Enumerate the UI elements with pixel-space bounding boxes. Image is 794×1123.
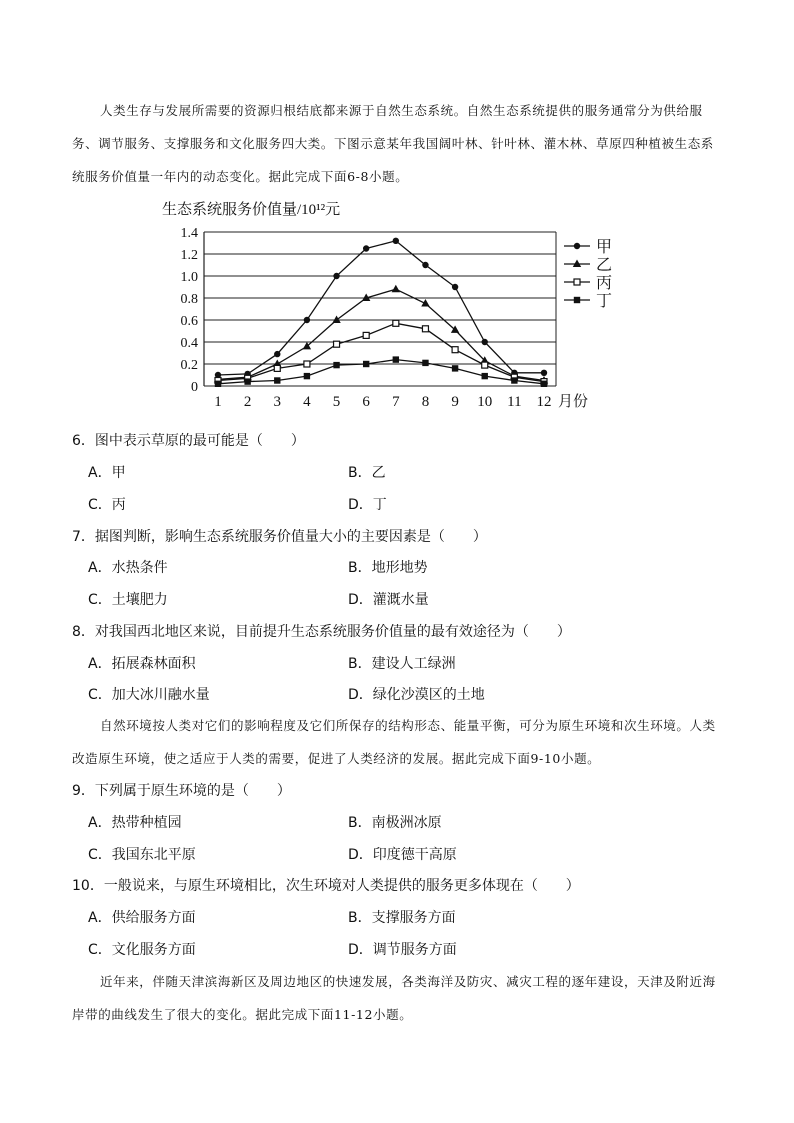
ecosystem-value-chart: [150, 196, 630, 416]
y-tick-label: 0.4: [180, 336, 198, 351]
q7-option-a[interactable]: A．水热条件: [88, 560, 168, 576]
y-tick-label: 1.4: [180, 226, 198, 241]
data-point-series-1: [333, 273, 339, 279]
data-point-series-1: [304, 317, 310, 323]
q10-option-a[interactable]: A．供给服务方面: [88, 910, 196, 926]
q7-option-c[interactable]: C．土壤肥力: [88, 592, 168, 608]
data-point-series-4: [393, 356, 399, 362]
x-tick-label: 8: [421, 394, 430, 410]
data-point-series-3: [452, 347, 458, 353]
q8-option-b[interactable]: B．建设人工绿洲: [348, 656, 456, 672]
q9-option-a[interactable]: A．热带种植园: [88, 815, 182, 831]
y-tick-label: 0.8: [180, 292, 198, 307]
data-point-series-4: [304, 373, 310, 379]
q6-option-d[interactable]: D．丁: [348, 497, 387, 513]
data-point-series-1: [363, 245, 369, 251]
data-point-series-1: [541, 370, 547, 376]
y-tick-label: 0: [191, 380, 198, 395]
q7-option-d[interactable]: D．灌溉水量: [348, 592, 429, 608]
data-point-series-3: [363, 332, 369, 338]
q6-option-c[interactable]: C．丙: [88, 497, 126, 513]
legend-label-1: 甲: [596, 239, 613, 256]
data-point-series-1: [422, 262, 428, 268]
data-point-series-4: [274, 377, 280, 383]
q9-option-d[interactable]: D．印度德干高原: [348, 847, 457, 863]
question-8: 8．对我国西北地区来说，目前提升生态系统服务价值量的最有效途径为（ ）: [72, 624, 571, 640]
x-tick-label: 9: [451, 394, 459, 410]
data-point-series-4: [541, 381, 547, 387]
legend-marker-1: [574, 243, 580, 249]
q10-option-d[interactable]: D．调节服务方面: [348, 942, 457, 958]
y-tick-label: 1.2: [180, 248, 198, 263]
passage-1: [72, 94, 722, 193]
q8-option-c[interactable]: C．加大冰川融水量: [88, 687, 210, 703]
data-point-series-4: [215, 381, 221, 387]
data-point-series-3: [304, 361, 310, 367]
data-point-series-3: [274, 365, 280, 371]
x-tick-label: 1: [214, 394, 222, 410]
data-point-series-4: [511, 377, 517, 383]
passage-2: [72, 709, 722, 775]
legend-marker-4: [574, 297, 580, 303]
legend-label-4: 丁: [596, 293, 613, 310]
x-tick-label: 5: [332, 394, 341, 410]
chart-title: 生态系统服务价值量/10¹²元: [162, 202, 341, 218]
question-7: 7．据图判断，影响生态系统服务价值量大小的主要因素是（ ）: [72, 529, 487, 545]
q10-option-b[interactable]: B．支撑服务方面: [348, 910, 456, 926]
question-10: 10．一般说来，与原生环境相比，次生环境对人类提供的服务更多体现在（ ）: [72, 878, 580, 894]
passage-3: [72, 965, 722, 1031]
legend-marker-3: [574, 279, 580, 285]
x-tick-label: 7: [392, 394, 400, 410]
series-line-2: [218, 289, 544, 380]
x-tick-label: 12: [536, 394, 552, 410]
data-point-series-4: [482, 373, 488, 379]
data-point-series-4: [244, 378, 250, 384]
question-6: 6．图中表示草原的最可能是（ ）: [72, 433, 305, 449]
q8-option-d[interactable]: D．绿化沙漠区的土地: [348, 687, 485, 703]
passage-2-text: 自然环境按人类对它们的影响程度及它们所保存的结构形态、能量平衡，可分为原生环境和次生环境。人类改造原生环境，使之适应于人类的需要，促进了人类经济的发展。据此完成下面9-10小题。: [72, 718, 716, 766]
data-point-series-3: [393, 320, 399, 326]
x-tick-label: 3: [273, 394, 282, 410]
legend-label-3: 丙: [596, 275, 613, 292]
q9-option-b[interactable]: B．南极洲冰原: [348, 815, 442, 831]
data-point-series-1: [274, 351, 280, 357]
data-point-series-1: [452, 284, 458, 290]
passage-3-text: 近年来，伴随天津滨海新区及周边地区的快速发展，各类海洋及防灾、减灾工程的逐年建设，天津及附近海岸带的曲线发生了很大的变化。据此完成下面11-12小题。: [72, 974, 716, 1022]
q10-option-c[interactable]: C．文化服务方面: [88, 942, 196, 958]
data-point-series-1: [482, 339, 488, 345]
data-point-series-2: [392, 285, 400, 293]
q6-option-a[interactable]: A．甲: [88, 465, 126, 481]
data-point-series-3: [334, 341, 340, 347]
q7-option-b[interactable]: B．地形地势: [348, 560, 428, 576]
data-point-series-1: [393, 238, 399, 244]
x-tick-label: 2: [243, 394, 252, 410]
data-point-series-4: [422, 360, 428, 366]
x-tick-label: 6: [362, 394, 370, 410]
x-axis-label: 月份: [558, 394, 589, 410]
y-tick-label: 0.6: [180, 314, 198, 329]
question-9: 9．下列属于原生环境的是（ ）: [72, 783, 291, 799]
passage-1-text: 人类生存与发展所需要的资源归根结底都来源于自然生态系统。自然生态系统提供的服务通常分为供给服务、调节服务、支撑服务和文化服务四大类。下图示意某年我国阔叶林、针叶林、灌木林、草原四种植被生态系统服务价值量一年内的动态变化。据此完成下面6-8小题。: [72, 103, 714, 184]
x-tick-label: 4: [303, 394, 311, 410]
data-point-series-2: [332, 316, 340, 324]
legend-marker-2: [573, 260, 581, 268]
data-point-series-3: [482, 362, 488, 368]
x-tick-label: 11: [507, 394, 522, 410]
q8-option-a[interactable]: A．拓展森林面积: [88, 656, 196, 672]
series-line-1: [218, 241, 544, 375]
legend-label-2: 乙: [596, 257, 613, 274]
q9-option-c[interactable]: C．我国东北平原: [88, 847, 196, 863]
x-tick-label: 10: [477, 394, 493, 410]
y-tick-label: 0.2: [180, 358, 198, 373]
data-point-series-4: [452, 365, 458, 371]
data-point-series-4: [333, 362, 339, 368]
q6-option-b[interactable]: B．乙: [348, 465, 386, 481]
y-tick-label: 1.0: [180, 270, 198, 285]
data-point-series-3: [422, 326, 428, 332]
data-point-series-4: [363, 361, 369, 367]
